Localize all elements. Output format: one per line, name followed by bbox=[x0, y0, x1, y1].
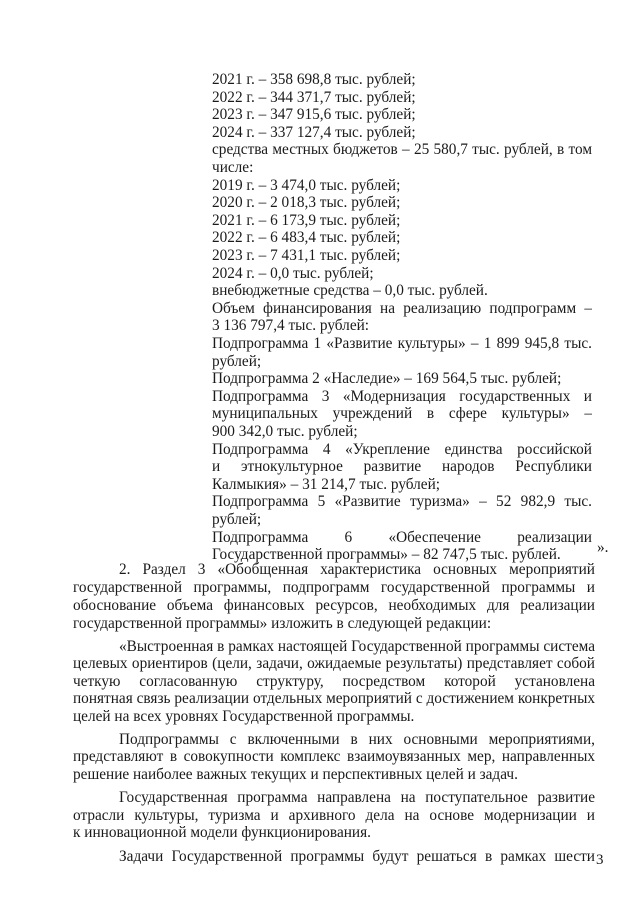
column-line: муниципальных учреждений в сфере культуры» – bbox=[212, 405, 592, 423]
column-line: рублей; bbox=[212, 352, 262, 370]
body-line: к инновационной модели функционирования. bbox=[73, 824, 371, 841]
column-line: Объем финансирования на реализацию подпрограмм – bbox=[212, 299, 592, 317]
body-line: государственной программы» изложить в следующей редакции: bbox=[73, 615, 492, 632]
column-line: 2021 г. – 6 173,9 тыс. рублей; bbox=[212, 211, 401, 229]
page-number: 3 bbox=[596, 852, 604, 868]
column-line: 3 136 797,4 тыс. рублей: bbox=[212, 317, 370, 335]
column-line: 900 342,0 тыс. рублей; bbox=[212, 423, 358, 440]
column-line: Подпрограмма 4 «Укрепление единства российской bbox=[212, 440, 592, 458]
body-line: 2. Раздел 3 «Обобщенная характеристика основных мероприятий bbox=[119, 561, 595, 578]
body-line: четкую согласованную структуру, посредством которой установлена bbox=[73, 673, 595, 690]
column-line: средства местных бюджетов – 25 580,7 тыс. рублей, в том bbox=[212, 141, 592, 159]
body-line: Государственная программа направлена на поступательное развитие bbox=[119, 789, 595, 806]
column-line: Подпрограмма 1 «Развитие культуры» – 1 899 945,8 тыс. bbox=[212, 335, 592, 352]
column-line: 2023 г. – 7 431,1 тыс. рублей; bbox=[212, 247, 401, 264]
body-line: целевых ориентиров (цели, задачи, ожидаемые результаты) представляет собой bbox=[73, 655, 595, 672]
body-line: Подпрограммы с включенными в них основными мероприятиями, bbox=[119, 731, 595, 748]
body-line: решение наиболее важных текущих и перспективных целей и задач. bbox=[73, 766, 518, 783]
column-line: 2024 г. – 0,0 тыс. рублей; bbox=[212, 264, 374, 282]
column-line: Калмыкия» – 31 214,7 тыс. рублей; bbox=[212, 475, 441, 493]
column-line: 2020 г. – 2 018,3 тыс. рублей; bbox=[212, 194, 401, 212]
column-line: внебюджетные средства – 0,0 тыс. рублей. bbox=[212, 282, 488, 300]
column-line: 2023 г. – 347 915,6 тыс. рублей; bbox=[212, 106, 416, 124]
body-line: «Выстроенная в рамках настоящей Государственной программы система bbox=[119, 638, 595, 655]
column-line: 2021 г. – 358 698,8 тыс. рублей; bbox=[212, 71, 416, 88]
body-line: государственной программы, подпрограмм государственной программы и bbox=[73, 579, 595, 596]
column-line: и этнокультурное развитие народов Республики bbox=[212, 458, 592, 476]
column-line: Подпрограмма 3 «Модернизация государственных и bbox=[212, 387, 592, 405]
column-line: Подпрограмма 5 «Развитие туризма» – 52 982,9 тыс. bbox=[212, 493, 592, 511]
column-line: 2022 г. – 6 483,4 тыс. рублей; bbox=[212, 229, 401, 247]
column-line: рублей; bbox=[212, 511, 262, 528]
body-line: отрасли культуры, туризма и архивного дела на основе модернизации и bbox=[73, 807, 595, 824]
column-line: Подпрограмма 2 «Наследие» – 169 564,5 тыс. рублей; bbox=[212, 370, 562, 388]
column-line: 2024 г. – 337 127,4 тыс. рублей; bbox=[212, 123, 416, 141]
column-line: 2019 г. – 3 474,0 тыс. рублей; bbox=[212, 176, 401, 194]
body-line: обоснование объема финансовых ресурсов, необходимых для реализации bbox=[73, 597, 595, 614]
closing-quote: ». bbox=[597, 539, 609, 556]
body-line: представляют в совокупности комплекс взаимоувязанных мер, направленных bbox=[73, 748, 595, 765]
body-line: целей на всех уровнях Государственной программы. bbox=[73, 708, 415, 725]
column-line: числе: bbox=[212, 159, 254, 176]
column-line: 2022 г. – 344 371,7 тыс. рублей; bbox=[212, 88, 416, 106]
body-line: Задачи Государственной программы будут решаться в рамках шести bbox=[119, 848, 595, 865]
column-line: Государственной программы» – 82 747,5 тыс. рублей. bbox=[212, 546, 561, 564]
column-line: Подпрограмма 6 «Обеспечение реализации bbox=[212, 528, 592, 546]
body-line: понятная связь реализации отдельных мероприятий с достижением конкретных bbox=[73, 690, 595, 707]
